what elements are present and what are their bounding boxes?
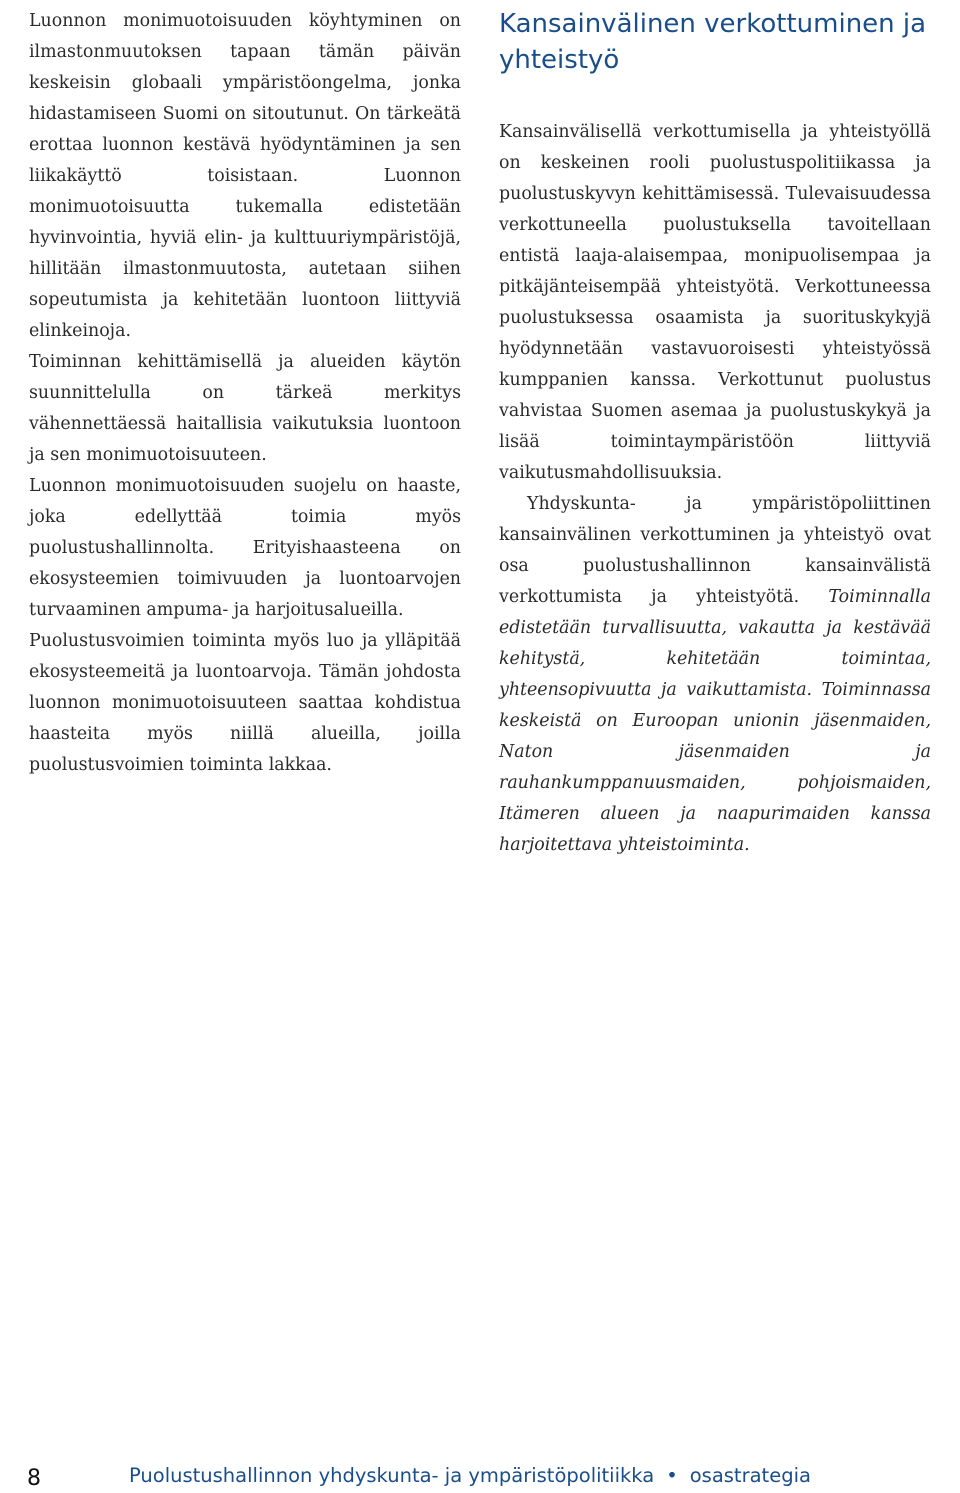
right-paragraph-2 xyxy=(499,489,931,861)
footer-subtitle: osastrategia xyxy=(689,1464,811,1487)
page-number: 8 xyxy=(27,1466,41,1491)
left-column xyxy=(29,6,461,781)
footer-title xyxy=(129,1464,811,1487)
page-footer xyxy=(0,1460,960,1490)
section-heading: Kansainvälinen verkottuminen ja yhteistyö xyxy=(499,9,927,75)
right-column xyxy=(499,6,931,861)
right-paragraph-1: Kansainvälisellä verkottumisella ja yhteistyöllä on keskeinen rooli puolustuspolitiikassa ja puolustuskyvyn kehittämisessä. Tulevaisuudessa verkottuneella puolustuksella tavoitellaan entistä laaja-alaisempaa, monipuolisempaa ja pitkäjänteisempää yhteistyötä. Verkottuneessa puolustuksessa osaamista ja suorituskykyjä hyödynnetään vastavuoroisesti yhteistyössä kumppanien kanssa. Verkottunut puolustus vahvistaa Suomen asemaa ja puolustuskykyä ja lisää toimintaympäristöön liittyviä vaikutusmahdollisuuksia. xyxy=(499,122,931,483)
footer-publication-title: Puolustushallinnon yhdyskunta- ja ympäristöpolitiikka xyxy=(129,1464,655,1487)
left-paragraph-4: Puolustusvoimien toiminta myös luo ja ylläpitää ekosysteemeitä ja luontoarvoja. Tämän johdosta luonnon monimuotoisuuteen saattaa kohdistua haasteita myös niillä alueilla, joilla puolustusvoimien toiminta lakkaa. xyxy=(29,631,461,775)
left-paragraph-1: Luonnon monimuotoisuuden köyhtyminen on ilmastonmuutoksen tapaan tämän päivän keskeisin globaali ympäristöongelma, jonka hidastamiseen Suomi on sitoutunut. On tärkeätä erottaa luonnon kestävä hyödyntäminen ja sen liikakäyttö toisistaan. Luonnon monimuotoisuutta tukemalla edistetään hyvinvointia, hyviä elin- ja kulttuuriympäristöjä, hillitään ilmastonmuutosta, autetaan siihen sopeutumista ja kehitetään luontoon liittyviä elinkeinoja. xyxy=(29,11,461,341)
left-paragraph-2: Toiminnan kehittämisellä ja alueiden käytön suunnittelulla on tärkeä merkitys vähennettäessä haitallisia vaikutuksia luontoon ja sen monimuotoisuuteen. xyxy=(29,352,461,465)
right-paragraph-2-regular: Yhdyskunta- ja ympäristöpoliittinen kansainvälinen verkottuminen ja yhteistyö ovat osa puolustushallinnon kansainvälistä verkottumista ja yhteistyötä. xyxy=(499,494,931,607)
bullet-icon: • xyxy=(666,1464,678,1487)
left-paragraph-3: Luonnon monimuotoisuuden suojelu on haaste, joka edellyttää toimia myös puolustushallinnolta. Erityishaasteena on ekosysteemien toimivuuden ja luontoarvojen turvaaminen ampuma- ja harjoitusalueilla. xyxy=(29,476,461,620)
right-paragraph-2-italic: Toiminnalla edistetään turvallisuutta, vakautta ja kestävää kehitystä, kehitetään toimintaa, yhteensopivuutta ja vaikuttamista. Toiminnassa keskeistä on Euroopan unionin jäsenmaiden, Naton jäsenmaiden ja rauhankumppanuusmaiden, pohjoismaiden, Itämeren alueen ja naapurimaiden kanssa harjoitettava yhteistoiminta. xyxy=(499,587,931,855)
